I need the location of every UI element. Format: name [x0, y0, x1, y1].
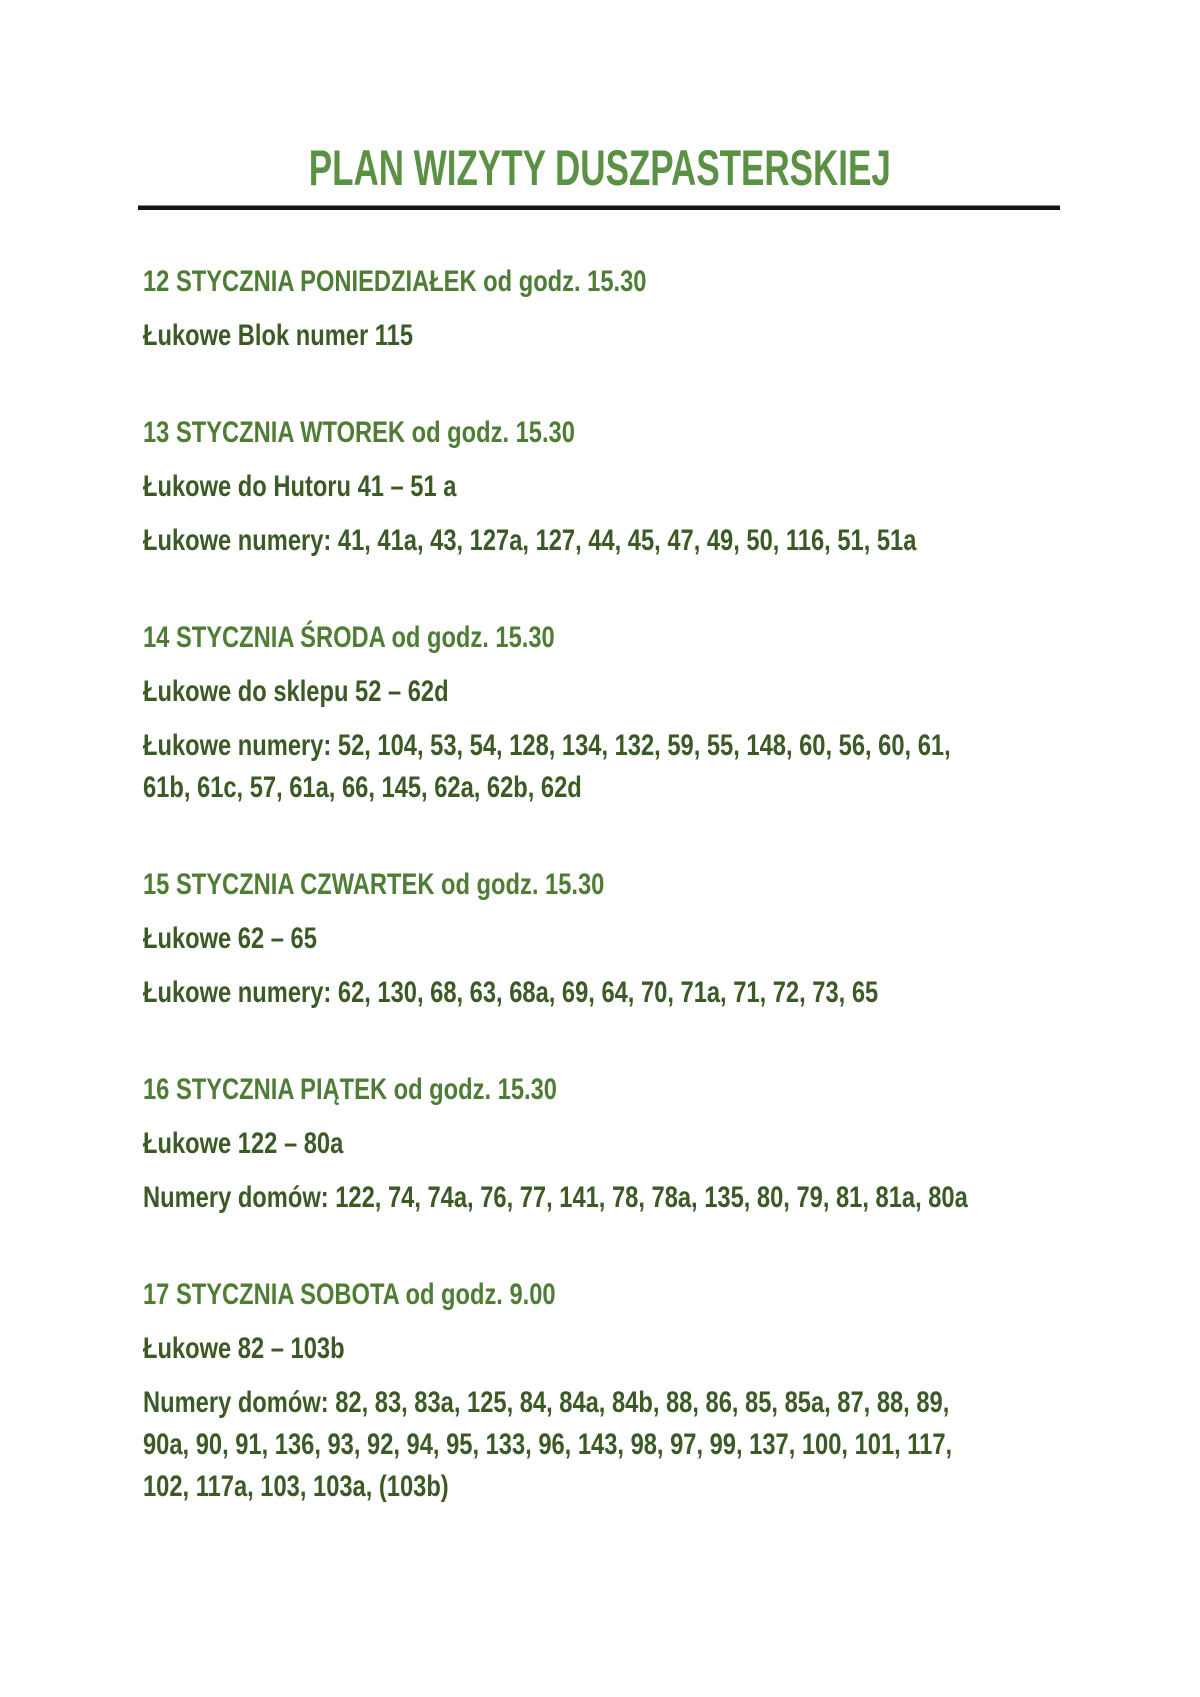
section-paragraph-line: Łukowe numery: 52, 104, 53, 54, 128, 134, 132, 59, 55, 148, 60, 56, 60, 61, — [143, 729, 951, 762]
section-heading: 13 STYCZNIA WTOREK od godz. 15.30 — [143, 416, 575, 449]
section-paragraph-line: Łukowe do Hutoru 41 – 51 a — [143, 470, 457, 503]
page-title — [0, 140, 1200, 196]
section-heading: 15 STYCZNIA CZWARTEK od godz. 15.30 — [143, 868, 605, 901]
section-paragraph-line: Łukowe numery: 41, 41a, 43, 127a, 127, 44, 45, 47, 49, 50, 116, 51, 51a — [143, 524, 917, 557]
section-paragraph-line: Łukowe Blok numer 115 — [143, 319, 414, 352]
section-paragraph-line: 61b, 61c, 57, 61a, 66, 145, 62a, 62b, 62d — [143, 771, 582, 804]
section-paragraph-line: Łukowe 122 – 80a — [143, 1127, 344, 1160]
section-paragraph-line: Numery domów: 82, 83, 83a, 125, 84, 84a, 84b, 88, 86, 85, 85a, 87, 88, 89, — [143, 1386, 950, 1419]
page-title-text: PLAN WIZYTY DUSZPASTERSKIEJ — [308, 140, 892, 196]
section-heading: 14 STYCZNIA ŚRODA od godz. 15.30 — [143, 621, 555, 654]
section-paragraph-line: 102, 117a, 103, 103a, (103b) — [143, 1470, 449, 1503]
section-paragraph-line: Łukowe 62 – 65 — [143, 922, 317, 955]
section-paragraph-line: 90a, 90, 91, 136, 93, 92, 94, 95, 133, 96, 143, 98, 97, 99, 137, 100, 101, 117, — [143, 1428, 953, 1461]
title-underline-rule — [138, 205, 1060, 210]
section-heading: 17 STYCZNIA SOBOTA od godz. 9.00 — [143, 1278, 556, 1311]
section-heading: 16 STYCZNIA PIĄTEK od godz. 15.30 — [143, 1073, 557, 1106]
section-paragraph-line: Łukowe do sklepu 52 – 62d — [143, 675, 449, 708]
section-paragraph-line: Numery domów: 122, 74, 74a, 76, 77, 141, 78, 78a, 135, 80, 79, 81, 81a, 80a — [143, 1181, 968, 1214]
section-paragraph-line: Łukowe 82 – 103b — [143, 1332, 345, 1365]
section-heading: 12 STYCZNIA PONIEDZIAŁEK od godz. 15.30 — [143, 265, 647, 298]
section-paragraph-line: Łukowe numery: 62, 130, 68, 63, 68a, 69, 64, 70, 71a, 71, 72, 73, 65 — [143, 976, 879, 1009]
